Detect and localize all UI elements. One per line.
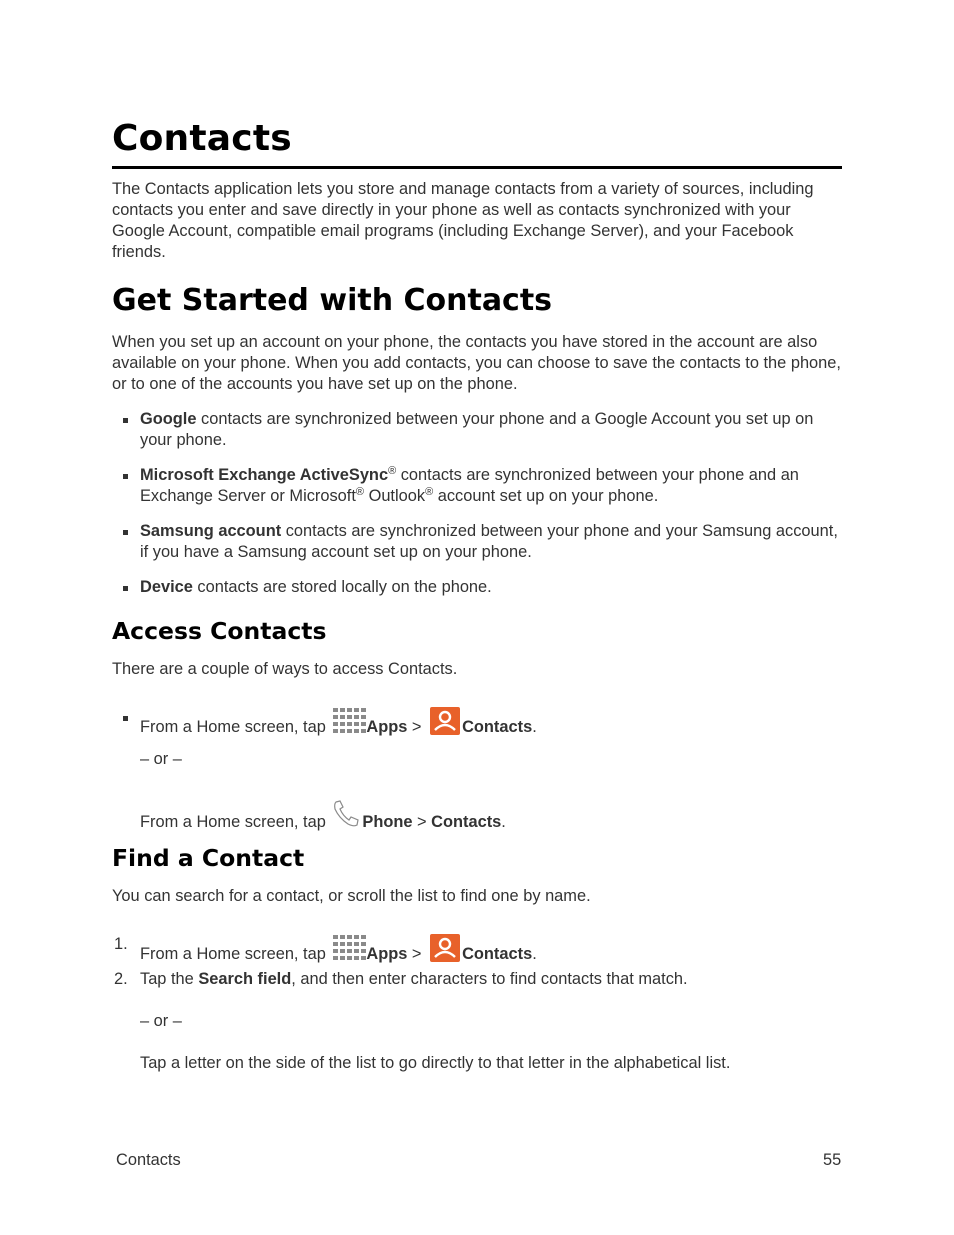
apps-icon [332,707,366,735]
find-step-alt: Tap a letter on the side of the list to go directly to that letter in the alphabetical list. [140,1054,731,1072]
bullet-marker [123,716,128,721]
bullet-marker [123,530,128,535]
step-text: Tap the [140,970,199,988]
phone-icon [332,799,362,829]
separator: > [407,945,427,963]
access-step-alt [140,799,840,833]
find-step-1 [140,934,840,965]
step-text: From a Home screen, tap [140,813,331,831]
item-bold: Google [140,410,197,428]
or-separator: – or – [140,1012,182,1030]
find-step-2 [140,969,840,990]
page-number: 55 [823,1151,842,1169]
section-heading-find: Find a Contact [112,844,305,872]
item-bold: Microsoft Exchange ActiveSync [140,466,389,484]
item-text: contacts are synchronized between your phone and your Samsung account, if you have a Samsung account set up on your phone. [140,522,838,561]
period: . [532,718,537,736]
list-item [140,577,840,598]
section-heading-access: Access Contacts [112,617,327,645]
or-separator: – or – [140,750,182,768]
separator: > [412,813,432,831]
intro-paragraph: The Contacts application lets you store and manage contacts from a variety of sources, including contacts you enter and save directly in your phone as well as contacts synchronized with your Google Account, compatible email programs (including Exchange Server), and your Facebook friends. [112,180,814,261]
apps-icon [332,934,366,962]
step-text: From a Home screen, tap [140,718,331,736]
contacts-label: Contacts [462,718,533,736]
footer-section: Contacts [116,1151,181,1169]
contacts-label: Contacts [462,945,533,963]
access-step [140,707,840,738]
separator: > [407,718,427,736]
contacts-icon [430,934,460,962]
item-text: contacts are synchronized between your phone and an Exchange Server or Microsoft [140,466,799,505]
access-paragraph: There are a couple of ways to access Contacts. [112,660,458,678]
item-bold: Device [140,578,193,596]
item-text: account set up on your phone. [433,487,659,505]
list-item [140,521,840,563]
apps-label: Apps [366,718,408,736]
phone-label: Phone [362,813,413,831]
contacts-label: Contacts [431,813,502,831]
step-number: 2. [114,970,128,988]
list-item [140,409,840,451]
title-rule [112,166,842,169]
period: . [501,813,506,831]
item-bold: Samsung account [140,522,282,540]
list-item [140,465,840,507]
step-number: 1. [114,935,128,953]
apps-label: Apps [366,945,408,963]
bullet-marker [123,586,128,591]
section-heading-get-started: Get Started with Contacts [112,283,553,318]
bullet-marker [123,474,128,479]
step-text: , and then enter characters to find contacts that match. [291,970,688,988]
registered-mark: ® [425,486,434,498]
period: . [532,945,537,963]
item-text: contacts are synchronized between your phone and a Google Account you set up on your phone. [140,410,814,449]
bullet-marker [123,418,128,423]
page-title: Contacts [112,118,292,159]
item-text: contacts are stored locally on the phone. [192,578,492,596]
registered-mark: ® [388,465,397,477]
contacts-icon [430,707,460,735]
step-text: From a Home screen, tap [140,945,331,963]
search-field-label: Search field [198,970,292,988]
find-paragraph: You can search for a contact, or scroll the list to find one by name. [112,887,591,905]
get-started-paragraph: When you set up an account on your phone, the contacts you have stored in the account are also available on your phone. When you add contacts, you can choose to save the contacts to the phone, or to one of the accounts you have set up on the phone. [112,333,841,393]
registered-mark: ® [355,486,365,498]
item-text: Outlook [364,487,426,505]
